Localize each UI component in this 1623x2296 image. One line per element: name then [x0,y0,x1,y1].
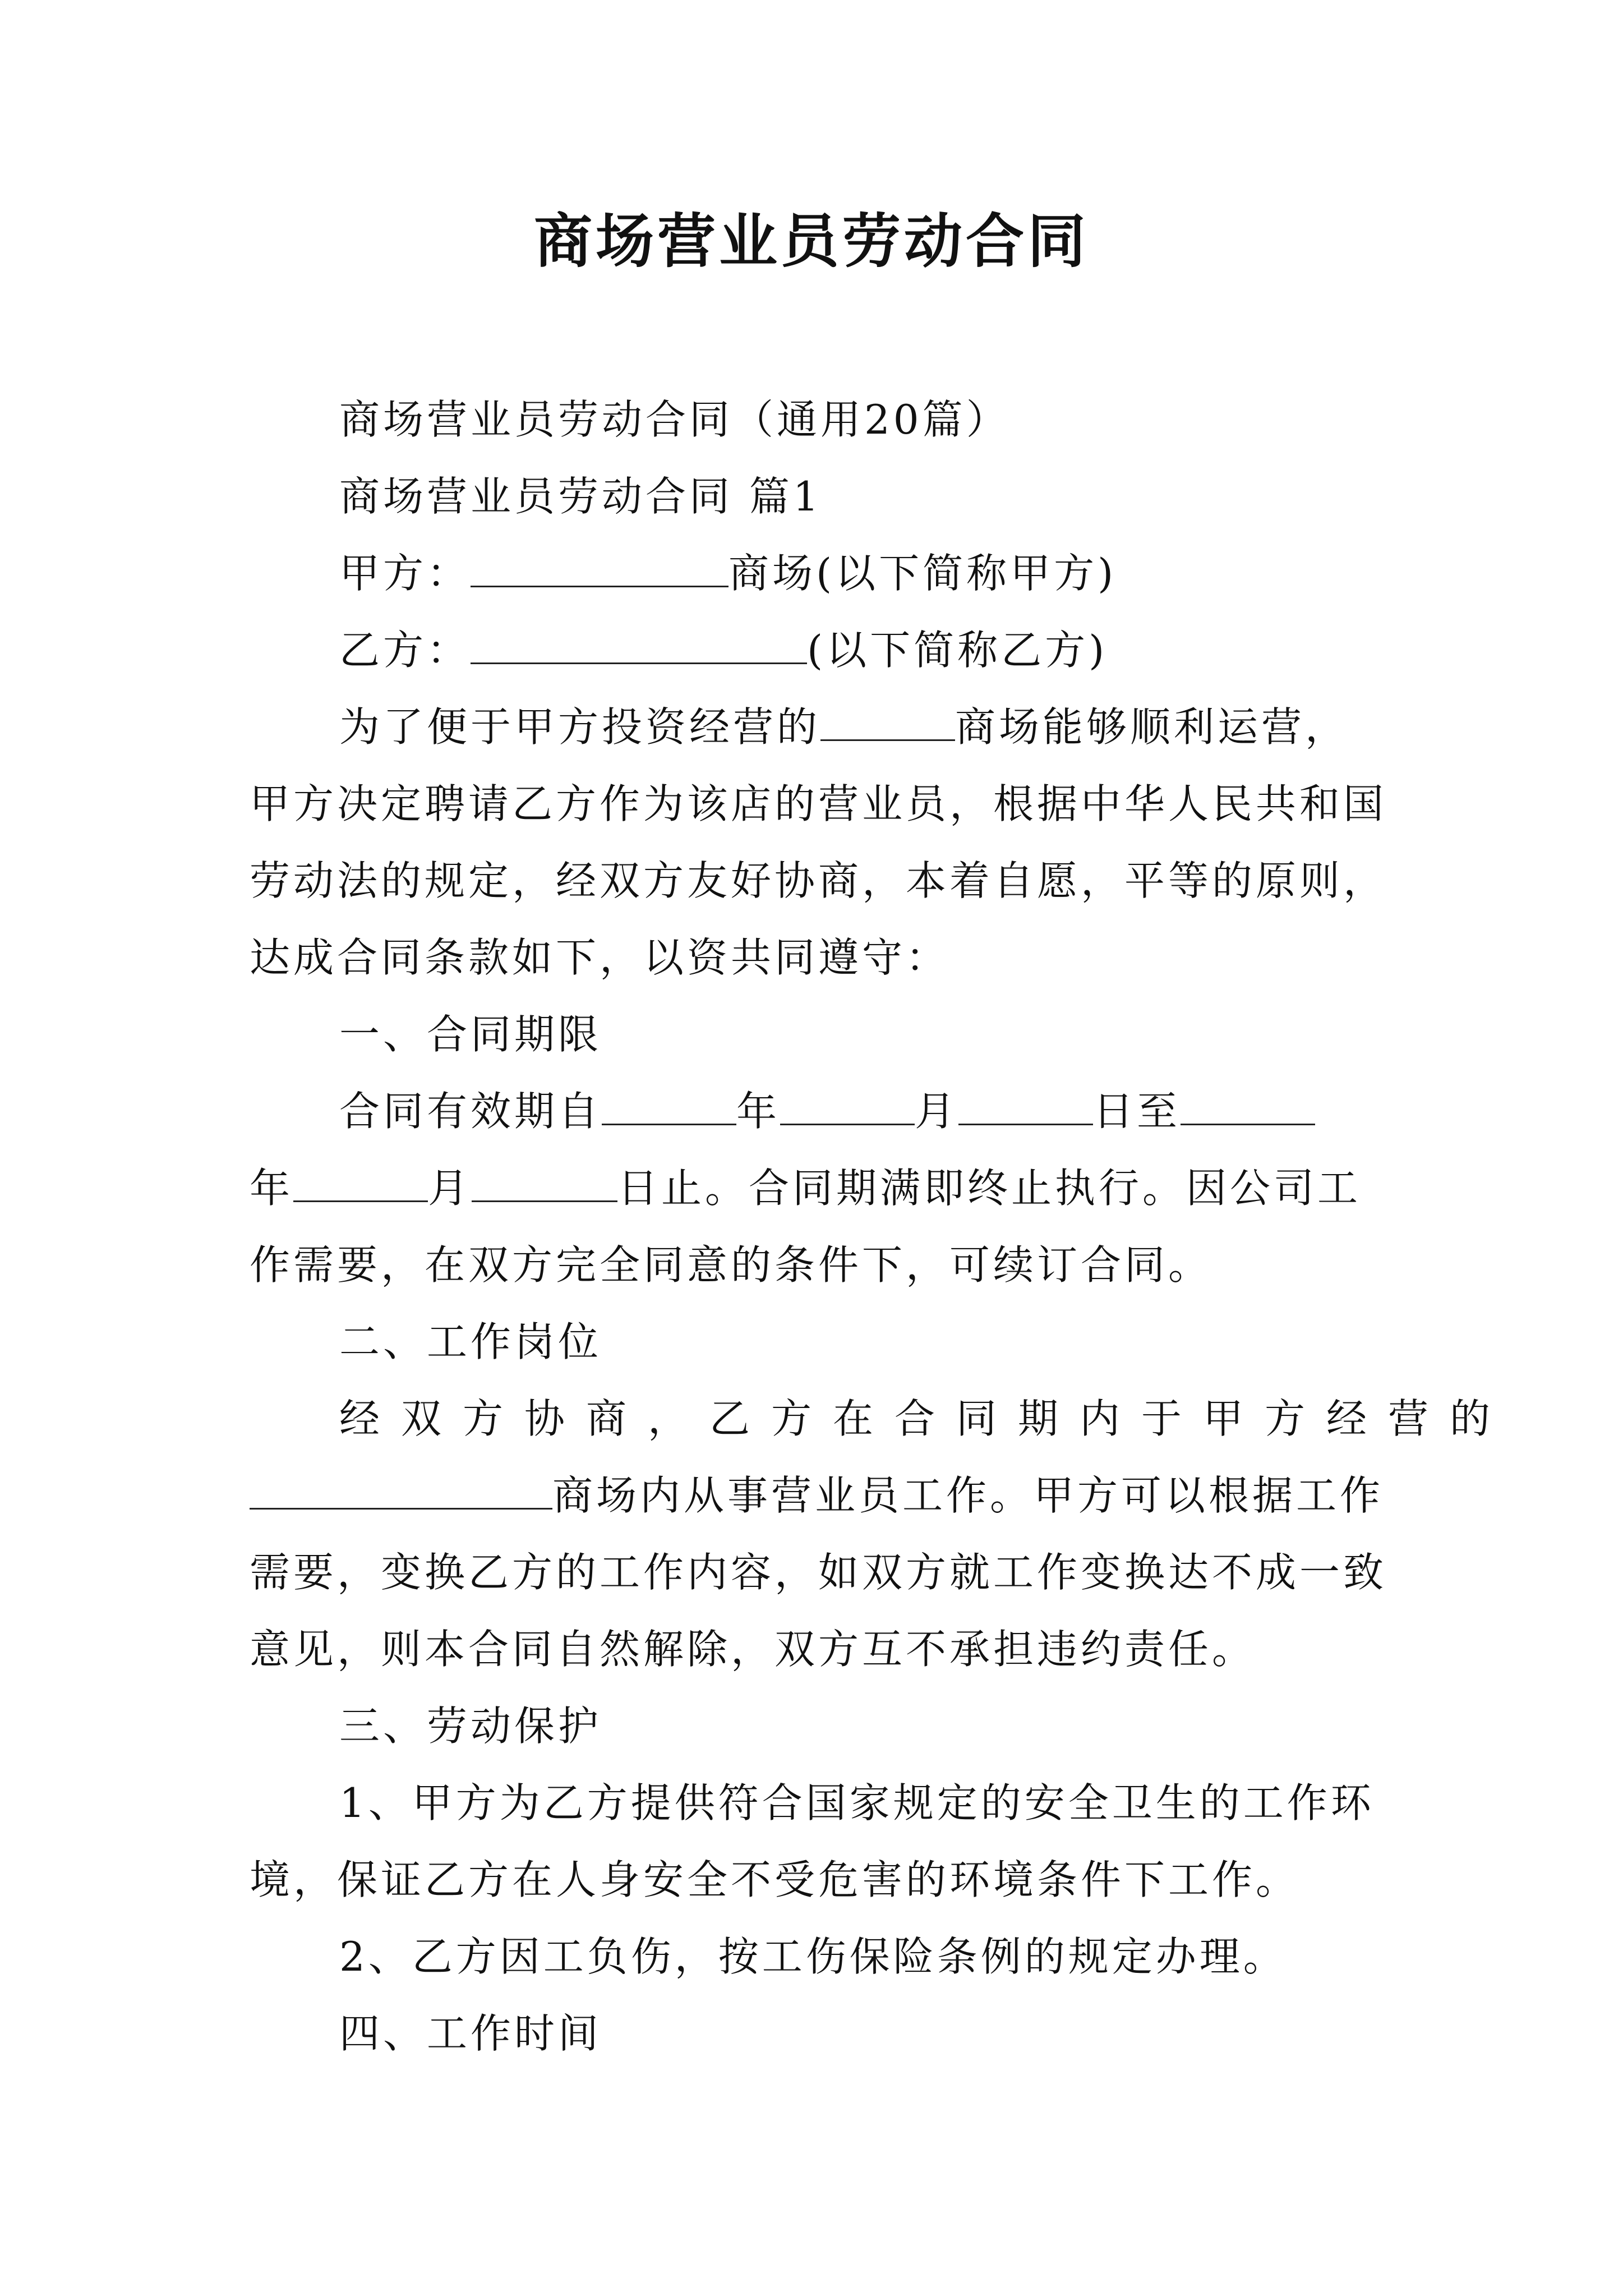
term-line-2 [250,1150,1382,1227]
post-text-2: 商场内从事营业员工作。甲方可以根据工作 [552,1472,1384,1519]
year-label: 年 [736,1088,781,1135]
document-body [250,381,1512,2072]
intro-text-1: 为了便于甲方投资经营的 [339,703,821,751]
document-title: 商场营业员劳动合同 [533,206,1089,275]
mall-name-blank [820,705,955,741]
term-start-label: 合同有效期自 [339,1088,602,1135]
end-month-label: 月 [428,1165,472,1212]
post-line-3: 需要，变换乙方的工作内容，如双方就工作变换达不成一致 [250,1549,1387,1596]
contract-heading: 商场营业员劳动合同（通用20篇） [339,396,1010,443]
party-a-blank [471,551,728,587]
section-heading-2: 二、工作岗位 [339,1318,602,1365]
protection-line-2: 境，保证乙方在人身安全不受危害的环境条件下工作。 [250,1856,1300,1903]
party-b-blank [471,628,807,664]
month-label: 月 [915,1088,959,1135]
party-b-label: 乙方： [339,627,471,674]
start-month-blank [780,1089,915,1125]
section-heading-1: 一、合同期限 [339,1011,602,1058]
end-year-blank [1181,1089,1315,1125]
section-heading-4: 四、工作时间 [339,2010,602,2057]
term-line-3: 作需要，在双方完全同意的条件下，可续订合同。 [250,1241,1212,1289]
post-line-1: 经双方协商，乙方在合同期内于甲方经营的 [339,1395,1512,1442]
term-end-text: 日止。合同期满即终止执行。因公司工 [617,1165,1362,1212]
start-day-blank [958,1089,1093,1125]
post-mall-blank [250,1473,552,1510]
contract-part-title: 商场营业员劳动合同 篇1 [339,473,822,520]
intro-line-3: 劳动法的规定，经双方友好协商，本着自愿，平等的原则， [250,857,1387,904]
protection-line-1: 1、甲方为乙方提供符合国家规定的安全卫生的工作环 [339,1779,1375,1826]
end-day-blank [472,1166,617,1202]
post-line-2 [250,1457,1382,1534]
end-month-blank [293,1166,428,1202]
section-heading-3: 三、劳动保护 [339,1703,602,1750]
party-a-suffix: 商场(以下简称甲方) [728,550,1117,597]
start-year-blank [602,1089,736,1125]
post-line-4: 意见，则本合同自然解除，双方互不承担违约责任。 [250,1626,1256,1673]
intro-text-2: 商场能够顺利运营， [955,703,1349,751]
end-year-label: 年 [250,1165,294,1212]
day-to-label: 日至 [1093,1088,1181,1135]
intro-line-1 [250,689,1382,766]
party-b-suffix: (以下简称乙方) [807,627,1108,674]
party-a-line [250,535,1382,612]
party-a-label: 甲方： [339,550,471,597]
party-b-line [250,612,1382,689]
protection-line-3: 2、乙方因工负伤，按工伤保险条例的规定办理。 [339,1933,1287,1980]
intro-line-2: 甲方决定聘请乙方作为该店的营业员，根据中华人民共和国 [250,780,1387,827]
intro-line-4: 达成合同条款如下，以资共同遵守： [250,934,950,981]
term-line-1 [250,1073,1382,1150]
